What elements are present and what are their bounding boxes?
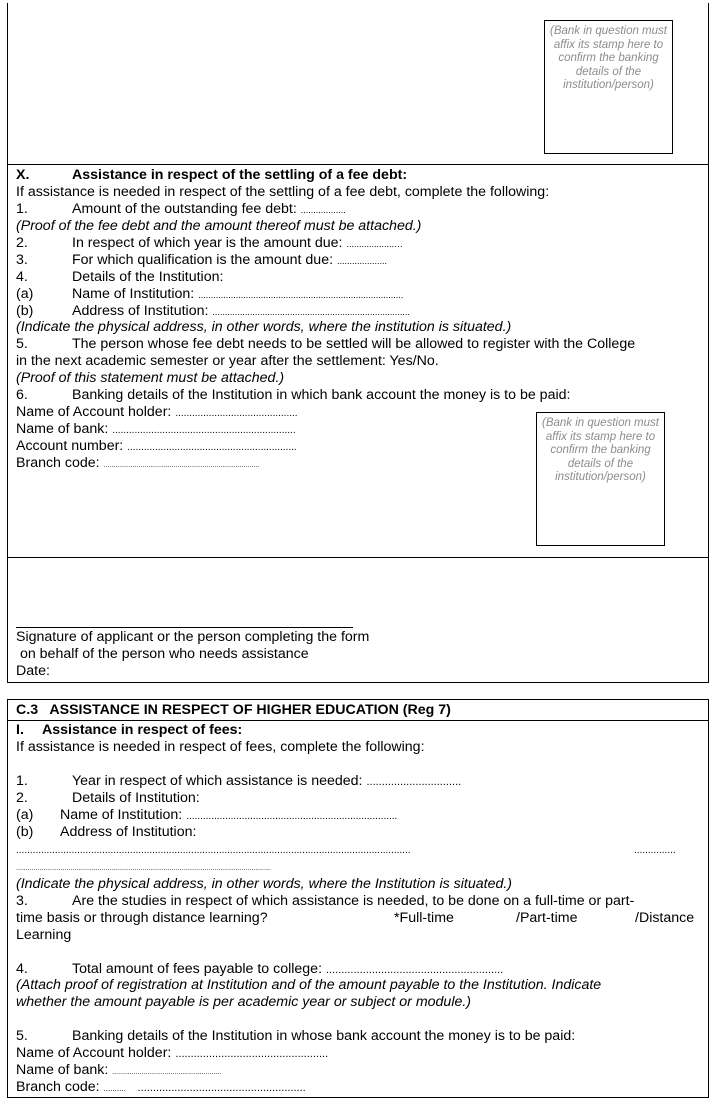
c3-address-line-1-end[interactable]: ............... bbox=[634, 845, 676, 856]
option-part-time[interactable]: /Part-time bbox=[516, 910, 578, 926]
page-number-fragment bbox=[352, 0, 364, 2]
bank-stamp-box-x bbox=[536, 412, 665, 546]
institution-name-text: Name of Institution: bbox=[72, 286, 195, 302]
c3-item-3-line2: time basis or through distance learning? bbox=[16, 910, 268, 926]
account-holder-field[interactable]: ............................................ bbox=[175, 408, 298, 419]
year-due-field[interactable]: ...................… bbox=[346, 239, 403, 249]
signature-on-behalf: on behalf of the person who needs assistance bbox=[16, 646, 309, 662]
signature-label: Signature of applicant or the person completing the form bbox=[16, 629, 370, 645]
item-2-number: 2. bbox=[16, 235, 28, 251]
c3-item-1-label bbox=[72, 773, 461, 791]
item-3-text: For which qualification is the amount due: bbox=[72, 252, 334, 268]
c3-item-3-number: 3. bbox=[16, 893, 28, 909]
c3-account-holder-field[interactable]: .................................................. bbox=[175, 1048, 329, 1060]
c3-attach-note-line1: (Attach proof of registration at Institution and of the amount payable to the Institution. Indicate bbox=[16, 977, 602, 993]
c3-attach-note-line2: whether the amount payable is per academic year or subject or module.) bbox=[16, 994, 472, 1010]
c3-bank-name-text: Name of bank: bbox=[16, 1062, 109, 1078]
qualification-field[interactable]: .................... bbox=[337, 256, 388, 266]
item-6-label: Banking details of the Institution in which bank account the money is to be paid: bbox=[72, 387, 571, 403]
c3-item-2b-label: Address of Institution: bbox=[60, 824, 197, 840]
bank-stamp-box-top bbox=[544, 20, 673, 154]
branch-code-text: Branch code: bbox=[16, 455, 100, 471]
c3-sub-number: I. bbox=[16, 722, 24, 738]
item-4a-label bbox=[72, 286, 403, 304]
c3-sub-title: Assistance in respect of fees: bbox=[42, 722, 243, 738]
section-x-number: X. bbox=[16, 167, 30, 183]
item-5-line1: The person whose fee debt needs to be settled will be allowed to register with the College bbox=[72, 336, 636, 352]
account-holder-row bbox=[16, 404, 298, 422]
c3-institution-name-text: Name of Institution: bbox=[60, 807, 183, 823]
c3-item-4-number: 4. bbox=[16, 961, 28, 977]
item-4b-number: (b) bbox=[16, 303, 34, 319]
item-5-number: 5. bbox=[16, 336, 28, 352]
item-1-text: Amount of the outstanding fee debt: bbox=[72, 201, 297, 217]
c3-address-line-2[interactable]: ................................................................................................................................... bbox=[16, 865, 271, 872]
section-x-intro: If assistance is needed in respect of the settling of a fee debt, complete the following: bbox=[16, 184, 550, 200]
bank-name-row bbox=[16, 421, 296, 439]
item-4-number: 4. bbox=[16, 269, 28, 285]
account-number-row bbox=[16, 438, 297, 456]
institution-address-text: Address of Institution: bbox=[72, 303, 209, 319]
account-number-text: Account number: bbox=[16, 438, 124, 454]
c3-header: C.3 ASSISTANCE IN RESPECT OF HIGHER EDUCATION (Reg 7) bbox=[16, 702, 451, 718]
fee-debt-amount-field[interactable]: .................. bbox=[300, 205, 346, 215]
section-x-title: Assistance in respect of the settling of a fee debt: bbox=[72, 167, 408, 183]
option-full-time[interactable]: *Full-time bbox=[394, 910, 454, 926]
item-3-label bbox=[72, 252, 387, 270]
c3-address-line-1[interactable]: .............................................................................................................................................. bbox=[16, 845, 411, 856]
branch-code-field[interactable]: ................................................................................ bbox=[103, 462, 260, 469]
date-label: Date: bbox=[16, 663, 50, 679]
c3-header-divider bbox=[8, 720, 708, 721]
c3-item-2b-number: (b) bbox=[16, 824, 34, 840]
top-stamp-box bbox=[7, 3, 709, 165]
bank-name-text: Name of bank: bbox=[16, 421, 109, 437]
account-holder-text: Name of Account holder: bbox=[16, 404, 172, 420]
c3-box bbox=[7, 699, 709, 1098]
item-3-number: 3. bbox=[16, 252, 28, 268]
item-5-line2: in the next academic semester or year after the settlement: Yes/No. bbox=[16, 353, 439, 369]
item-6-number: 6. bbox=[16, 387, 28, 403]
c3-intro: If assistance is needed in respect of fees, complete the following: bbox=[16, 739, 425, 755]
c3-indicate-note: (Indicate the physical address, in other words, where the Institution is situated.) bbox=[16, 876, 513, 892]
c3-item-5-label: Banking details of the Institution in whose bank account the money is to be paid: bbox=[72, 1028, 576, 1044]
item-4a-number: (a) bbox=[16, 286, 34, 302]
item-2-text: In respect of which year is the amount due: bbox=[72, 235, 343, 251]
signature-line bbox=[16, 627, 353, 628]
c3-branch-code-field-1[interactable]: .......... bbox=[103, 1084, 126, 1093]
c3-item-2a-number: (a) bbox=[16, 807, 34, 823]
c3-year-text: Year in respect of which assistance is needed: bbox=[72, 773, 363, 789]
item-1-label bbox=[72, 201, 346, 219]
c3-branch-code-row bbox=[16, 1079, 306, 1097]
proof-fee-debt-note: (Proof of the fee debt and the amount thereof must be attached.) bbox=[16, 218, 422, 234]
c3-year-field[interactable]: ............................... bbox=[366, 776, 462, 788]
option-distance[interactable]: /Distance bbox=[635, 910, 695, 926]
c3-item-3-line1: Are the studies in respect of which assistance is needed, to be done on a full-time or part- bbox=[72, 893, 635, 909]
item-4-label: Details of the Institution: bbox=[72, 269, 224, 285]
branch-code-row bbox=[16, 455, 259, 474]
account-number-field[interactable]: ............................................................. bbox=[127, 442, 297, 453]
c3-account-holder-row bbox=[16, 1045, 328, 1063]
institution-name-field[interactable]: .................................................................................. bbox=[198, 290, 404, 300]
c3-item-5-number: 5. bbox=[16, 1028, 28, 1044]
c3-item-2a-label bbox=[60, 807, 397, 825]
proof-statement-note: (Proof of this statement must be attached.) bbox=[16, 370, 285, 386]
c3-total-fees-text: Total amount of fees payable to college: bbox=[72, 961, 323, 977]
c3-item-1-number: 1. bbox=[16, 773, 28, 789]
c3-institution-name-field[interactable]: ............................................................................ bbox=[186, 811, 398, 822]
section-x-box bbox=[7, 164, 709, 558]
option-distance-learning-cont: Learning bbox=[16, 927, 72, 943]
bank-name-field[interactable]: .................................................................. bbox=[112, 425, 296, 436]
c3-bank-name-field[interactable]: ........................................................ bbox=[112, 1069, 222, 1076]
signature-box bbox=[7, 557, 709, 683]
item-1-number: 1. bbox=[16, 201, 28, 217]
c3-total-fees-field[interactable]: .......................................................... bbox=[325, 964, 504, 976]
bank-stamp-text-top: (Bank in question must affix its stamp here to confirm the banking details of the institution/person) bbox=[550, 25, 667, 92]
c3-item-2-number: 2. bbox=[16, 790, 28, 806]
indicate-address-note: (Indicate the physical address, in other words, where the institution is situated.) bbox=[16, 319, 512, 335]
bank-stamp-text-x: (Bank in question must affix its stamp here to confirm the banking details of the institution/person) bbox=[542, 417, 659, 484]
c3-account-holder-text: Name of Account holder: bbox=[16, 1045, 172, 1061]
c3-branch-code-field-2[interactable]: ....................................................... bbox=[137, 1082, 306, 1094]
c3-item-2-label: Details of Institution: bbox=[72, 790, 200, 806]
institution-address-field[interactable]: ............................................................................... bbox=[212, 307, 410, 317]
c3-branch-code-text: Branch code: bbox=[16, 1079, 100, 1095]
item-2-label bbox=[72, 235, 403, 253]
